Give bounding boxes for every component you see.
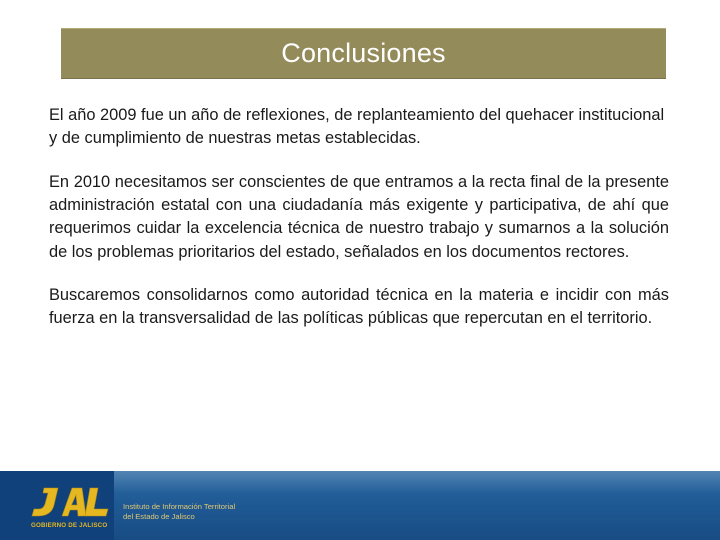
jalisco-logo <box>0 471 114 540</box>
slide-title: Conclusiones <box>281 38 446 68</box>
institute-name <box>123 502 235 522</box>
footer-band <box>0 471 720 540</box>
paragraph-3: Buscaremos consolidarnos como autoridad técnica en la materia e incidir con más fuerza en la transversalidad de las políticas públicas que repercutan en el territorio. <box>49 286 669 328</box>
paragraph-2: En 2010 necesitamos ser conscientes de que entramos a la recta final de la presente administración estatal con una ciudadanía más exigente y participativa, de ahí que requerimos cuidar la excelencia técnica de nuestro trabajo y sumarnos a la solución de los problemas prioritarios del estado, señalados en los documentos rectores. <box>49 172 669 261</box>
institute-line-1: Instituto de Información Territorial <box>123 502 236 511</box>
paragraph-1: El año 2009 fue un año de reflexiones, de replanteamiento del quehacer institucional y de cumplimiento de nuestras metas establecidas. <box>49 106 665 148</box>
jal-logo-icon <box>28 483 114 523</box>
title-bar <box>61 28 666 79</box>
logo-subtitle: GOBIERNO DE JALISCO <box>31 522 108 529</box>
institute-line-2: del Estado de Jalisco <box>123 512 195 521</box>
slide-content <box>49 104 669 351</box>
